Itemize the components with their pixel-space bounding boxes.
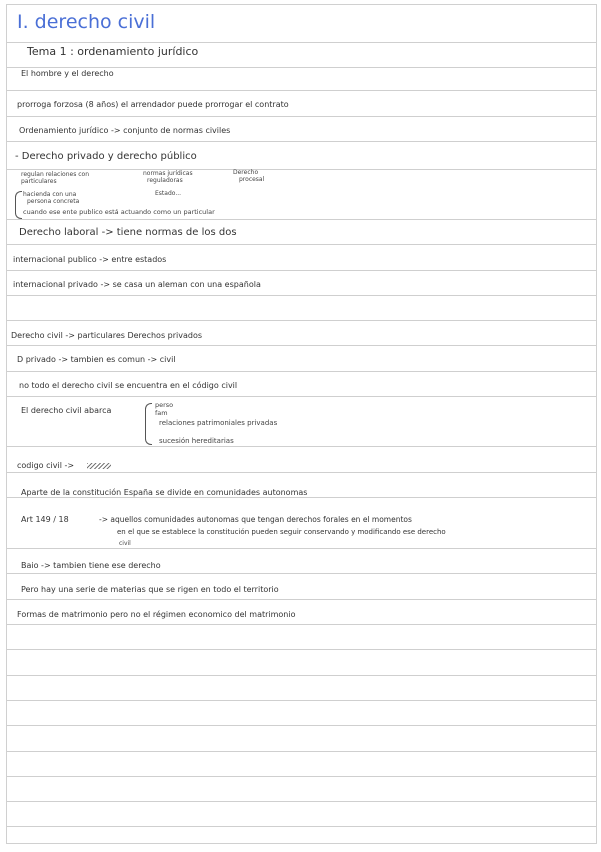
rule-line <box>7 446 596 447</box>
note-line-private-public: - Derecho privado y derecho público <box>15 151 197 162</box>
topic-heading: Tema 1 : ordenamiento jurídico <box>27 45 199 58</box>
brace <box>15 191 22 219</box>
rule-line <box>7 371 596 372</box>
rule-line <box>7 624 596 625</box>
scribble <box>87 463 111 469</box>
rule-line <box>7 675 596 676</box>
rule-line <box>7 270 596 271</box>
annotation-procedural-1: Derecho <box>233 169 259 176</box>
note-line: Formas de matrimonio pero no el régimen economico del matrimonio <box>17 610 296 619</box>
rule-line <box>7 826 596 827</box>
civil-branch: relaciones patrimoniales privadas <box>159 419 278 427</box>
civil-branch: fam <box>155 409 168 417</box>
note-line: en el que se establece la constitución pueden seguir conservando y modificando ese derecho <box>117 528 446 536</box>
note-line: codigo civil -> <box>17 461 75 470</box>
rule-line <box>7 573 596 574</box>
annotation-public-1: normas jurídicas <box>143 170 193 177</box>
notebook-page <box>6 4 597 844</box>
rule-line <box>7 599 596 600</box>
rule-line <box>7 801 596 802</box>
subheading: El hombre y el derecho <box>21 69 114 78</box>
note-line: Derecho civil -> particulares Derechos privados <box>11 331 203 340</box>
rule-line <box>7 320 596 321</box>
civil-branch: sucesión hereditarias <box>159 437 234 445</box>
rule-line <box>7 141 596 142</box>
rule-line <box>7 219 596 220</box>
rule-line <box>7 396 596 397</box>
rule-line <box>7 751 596 752</box>
brace-note-3: cuando ese ente publico está actuando como un particular <box>23 208 215 216</box>
annotation-state: Estado... <box>155 190 182 197</box>
rule-line <box>7 345 596 346</box>
note-line: Aparte de la constitución España se divide en comunidades autonomas <box>21 488 308 497</box>
rule-line <box>7 700 596 701</box>
brace-note-1: hacienda con una <box>23 191 77 198</box>
annotation-procedural-2: procesal <box>239 176 265 183</box>
note-line: internacional privado -> se casa un aleman con una española <box>13 280 261 289</box>
annotation-public-2: reguladoras <box>147 177 183 184</box>
rule-line <box>7 472 596 473</box>
note-line: prorroga forzosa (8 años) el arrendador puede prorrogar el contrato <box>17 100 289 109</box>
rule-line <box>7 776 596 777</box>
rule-line <box>7 295 596 296</box>
civil-branch: perso <box>155 401 174 409</box>
note-line-article: Art 149 / 18 <box>21 515 69 524</box>
page-title: I. derecho civil <box>17 11 156 33</box>
rule-line <box>7 548 596 549</box>
rule-line <box>7 497 596 498</box>
note-line: Derecho laboral -> tiene normas de los dos <box>19 227 237 238</box>
note-line: -> aquellos comunidades autonomas que tengan derechos forales en el momentos <box>99 515 412 524</box>
rule-line <box>7 649 596 650</box>
note-line: Baio -> tambien tiene ese derecho <box>21 561 161 570</box>
note-line: Ordenamiento jurídico -> conjunto de normas civiles <box>19 126 231 135</box>
annotation-private-1: regulan relaciones con <box>21 171 89 178</box>
brace <box>145 403 152 445</box>
note-line-civil-scope: El derecho civil abarca <box>21 406 112 415</box>
note-line: Pero hay una serie de materias que se rigen en todo el territorio <box>21 585 279 594</box>
rule-line <box>7 42 596 43</box>
rule-line <box>7 725 596 726</box>
annotation-private-2: particulares <box>21 178 57 185</box>
note-line: D privado -> tambien es comun -> civil <box>17 355 176 364</box>
note-line: internacional publico -> entre estados <box>13 255 167 264</box>
brace-note-2: persona concreta <box>27 198 80 205</box>
rule-line <box>7 116 596 117</box>
rule-line <box>7 244 596 245</box>
note-line: no todo el derecho civil se encuentra en el código civil <box>19 381 238 390</box>
note-line: civil <box>119 540 131 547</box>
rule-line <box>7 67 596 68</box>
rule-line <box>7 90 596 91</box>
